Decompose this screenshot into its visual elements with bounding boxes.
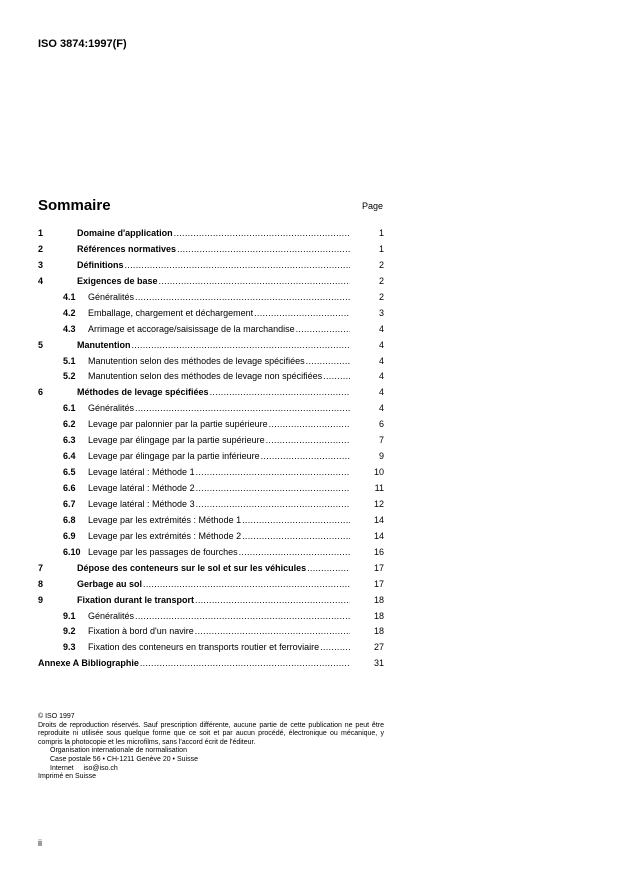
toc-leader-dots <box>261 450 350 462</box>
toc-entry[interactable] <box>38 498 384 514</box>
toc-entry-title: Fixation à bord d'un navire <box>88 626 194 637</box>
toc-entry[interactable] <box>38 355 384 371</box>
toc-entry[interactable] <box>38 386 384 402</box>
toc-entry-number: 7 <box>38 562 44 573</box>
toc-entry-page: 2 <box>378 275 384 286</box>
toc-entry-title: Levage par les passages de fourches <box>88 546 238 557</box>
toc-entry-page: 4 <box>378 403 384 414</box>
toc-entry-page: 18 <box>373 626 384 637</box>
toc-entry-title: Gerbage au sol <box>77 578 143 589</box>
toc-leader-dots <box>266 434 350 446</box>
toc-entry-title: Définitions <box>77 259 124 270</box>
toc-entry-page: 17 <box>373 578 384 589</box>
toc-entry-title: Levage latéral : Méthode 2 <box>88 483 195 493</box>
toc-entry-page: 16 <box>373 546 384 557</box>
toc-entry-number: 6.10 <box>63 546 81 557</box>
toc-entry[interactable] <box>38 370 384 386</box>
toc-leader-dots <box>254 307 350 319</box>
toc-entry-title: Levage par les extrémités : Méthode 1 <box>88 514 242 525</box>
toc-entry-number: 6.5 <box>63 467 76 478</box>
toc-entry-title: Exigences de base <box>77 275 158 286</box>
toc-entry-page: 12 <box>373 498 384 509</box>
toc-leader-dots <box>132 339 351 351</box>
toc-entry[interactable] <box>38 657 384 673</box>
toc-entry-number: 6.8 <box>63 514 76 525</box>
toc-entry-number: 4.3 <box>63 323 76 334</box>
toc-leader-dots <box>296 323 350 335</box>
toc-leader-dots <box>323 370 350 382</box>
toc-leader-dots <box>307 562 350 574</box>
toc-entry[interactable] <box>38 227 384 243</box>
printed-in: Imprimé en Suisse <box>38 773 96 781</box>
toc-entry-number: 9.2 <box>63 626 76 637</box>
toc-entry-number: 3 <box>38 259 44 270</box>
toc-leader-dots <box>320 641 350 653</box>
toc-entry-number: 6.2 <box>63 419 76 430</box>
toc-title: Sommaire <box>38 197 111 214</box>
toc-entry-number: 9.3 <box>63 642 76 653</box>
toc-leader-dots <box>242 530 350 542</box>
toc-entry-page: 27 <box>373 642 384 653</box>
toc-entry-title: Annexe A Bibliographie <box>38 658 139 669</box>
toc-leader-dots <box>195 625 350 637</box>
toc-entry-page: 4 <box>378 355 384 366</box>
toc-entry[interactable] <box>38 434 384 450</box>
toc-entry-page: 2 <box>378 291 384 302</box>
toc-entry-title: Généralités <box>88 291 135 302</box>
toc-entry[interactable] <box>38 482 384 498</box>
toc-entry-number: 5 <box>38 339 44 350</box>
toc-entry-page: 7 <box>378 435 384 446</box>
toc-leader-dots <box>210 386 350 398</box>
toc-entry-page: 4 <box>378 339 384 350</box>
toc-entry-title: Levage latéral : Méthode 1 <box>88 467 195 478</box>
toc-entry-page: 4 <box>378 387 384 398</box>
toc-entry-title: Références normatives <box>77 243 177 254</box>
toc-entry-title: Levage par palonnier par la partie supérieure <box>88 419 268 430</box>
copyright-notice: © ISO 1997 <box>38 713 75 720</box>
copyright-rights: Droits de reproduction réservés. Sauf prescription différente, aucune partie de cette publication ne peut être reproduite ni utilisée sous quelque forme que ce soit et par aucun procédé, électronique ou mécanique, y compris la photocopie et les microfilms, sans l'accord écrit de l'éditeur. <box>38 721 384 746</box>
toc-entry-title: Levage par élingage par la partie inférieure <box>88 451 260 462</box>
toc-entry[interactable] <box>38 307 384 323</box>
copyright-organization: Organisation internationale de normalisation <box>50 747 187 755</box>
toc-entry-title: Levage par les extrémités : Méthode 2 <box>88 530 242 541</box>
toc-entry[interactable] <box>38 530 384 546</box>
toc-entry-number: 4.2 <box>63 307 76 318</box>
toc-leader-dots <box>195 594 350 606</box>
toc-leader-dots <box>135 610 350 622</box>
toc-entry-title: Méthodes de levage spécifiées <box>77 387 209 398</box>
toc-entry-page: 1 <box>378 243 384 254</box>
toc-entry-page: 2 <box>378 259 384 270</box>
toc-leader-dots <box>135 402 350 414</box>
toc-leader-dots <box>196 482 350 494</box>
toc-entry[interactable] <box>38 578 384 594</box>
toc-entry[interactable] <box>38 418 384 434</box>
toc-entry-number: 2 <box>38 243 44 254</box>
toc-entry[interactable] <box>38 466 384 482</box>
toc-entry[interactable] <box>38 323 384 339</box>
toc-entry-title: Manutention selon des méthodes de levage non spécifiées <box>88 371 323 382</box>
toc-entry-page: 4 <box>378 371 384 382</box>
toc-entry-number: 4.1 <box>63 291 76 302</box>
toc-entry[interactable] <box>38 450 384 466</box>
toc-entry-page: 17 <box>373 562 384 573</box>
toc-entry-page: 11 <box>374 483 384 493</box>
toc-leader-dots <box>177 243 350 255</box>
toc-entry[interactable] <box>38 291 384 307</box>
toc-entry-title: Domaine d'application <box>77 228 173 238</box>
toc-entry-title: Arrimage et accorage/saisissage de la marchandise <box>88 323 295 334</box>
copyright-block <box>38 713 384 782</box>
toc-entry-page: 4 <box>378 323 384 334</box>
toc-entry-page: 31 <box>373 658 384 669</box>
toc-leader-dots <box>269 418 350 430</box>
toc-entry-page: 6 <box>378 419 384 430</box>
toc-leader-dots <box>125 259 351 271</box>
toc-leader-dots <box>242 514 350 526</box>
toc-leader-dots <box>306 355 350 367</box>
table-of-contents <box>38 227 384 673</box>
toc-entry-number: 6.4 <box>63 451 76 462</box>
toc-entry[interactable] <box>38 641 384 657</box>
toc-leader-dots <box>159 275 350 287</box>
toc-entry[interactable] <box>38 625 384 641</box>
toc-entry[interactable] <box>38 259 384 275</box>
toc-leader-dots <box>196 498 350 510</box>
toc-leader-dots <box>174 227 350 239</box>
toc-page-label: Page <box>362 201 384 211</box>
toc-entry-page: 10 <box>373 467 384 478</box>
toc-entry-page: 14 <box>373 514 384 525</box>
toc-entry[interactable] <box>38 594 384 610</box>
copyright-address: Case postale 56 • CH-1211 Genève 20 • Suisse <box>50 755 198 763</box>
toc-entry-title: Levage latéral : Méthode 3 <box>88 498 195 509</box>
document-id: ISO 3874:1997(F) <box>38 38 127 50</box>
toc-leader-dots <box>143 578 350 590</box>
toc-entry-page: 18 <box>373 610 384 621</box>
toc-entry-number: 6.9 <box>63 530 76 541</box>
toc-entry-title: Généralités <box>88 610 135 621</box>
toc-entry-title: Emballage, chargement et déchargement <box>88 307 254 318</box>
toc-entry-number: 9 <box>38 594 44 605</box>
toc-leader-dots <box>140 657 350 669</box>
toc-entry-number: 9.1 <box>63 610 76 621</box>
toc-entry-number: 6.3 <box>63 435 76 446</box>
toc-entry-title: Fixation durant le transport <box>77 594 195 605</box>
toc-leader-dots <box>196 466 350 478</box>
toc-entry-title: Manutention selon des méthodes de levage spécifiées <box>88 355 305 366</box>
toc-leader-dots <box>239 546 350 558</box>
toc-leader-dots <box>135 291 350 303</box>
toc-entry-number: 6.6 <box>63 483 76 493</box>
toc-entry-number: 5.1 <box>63 355 76 366</box>
toc-entry[interactable] <box>38 402 384 418</box>
toc-entry-number: 8 <box>38 578 44 589</box>
toc-entry-title: Manutention <box>77 339 131 350</box>
toc-entry[interactable] <box>38 546 384 562</box>
toc-entry[interactable] <box>38 562 384 578</box>
toc-entry-number: 6 <box>38 387 44 398</box>
toc-entry-number: 6.1 <box>63 403 76 414</box>
toc-entry-number: 1 <box>38 228 44 238</box>
toc-entry[interactable] <box>38 243 384 259</box>
toc-entry-page: 9 <box>378 451 384 462</box>
toc-entry-page: 1 <box>378 228 384 238</box>
toc-entry-page: 18 <box>373 594 384 605</box>
toc-entry[interactable] <box>38 275 384 291</box>
toc-entry[interactable] <box>38 339 384 355</box>
toc-entry-title: Fixation des conteneurs en transports routier et ferroviaire <box>88 642 320 653</box>
toc-entry[interactable] <box>38 610 384 626</box>
page-number: ii <box>38 838 42 848</box>
toc-entry-title: Levage par élingage par la partie supérieure <box>88 435 265 446</box>
toc-entry-title: Généralités <box>88 403 135 414</box>
toc-entry-number: 5.2 <box>63 371 76 382</box>
toc-entry-page: 14 <box>373 530 384 541</box>
toc-entry[interactable] <box>38 514 384 530</box>
toc-entry-number: 6.7 <box>63 498 76 509</box>
copyright-internet: Internet iso@iso.ch <box>50 764 118 772</box>
toc-entry-title: Dépose des conteneurs sur le sol et sur les véhicules <box>77 562 307 573</box>
toc-entry-number: 4 <box>38 275 44 286</box>
toc-entry-page: 3 <box>378 307 384 318</box>
